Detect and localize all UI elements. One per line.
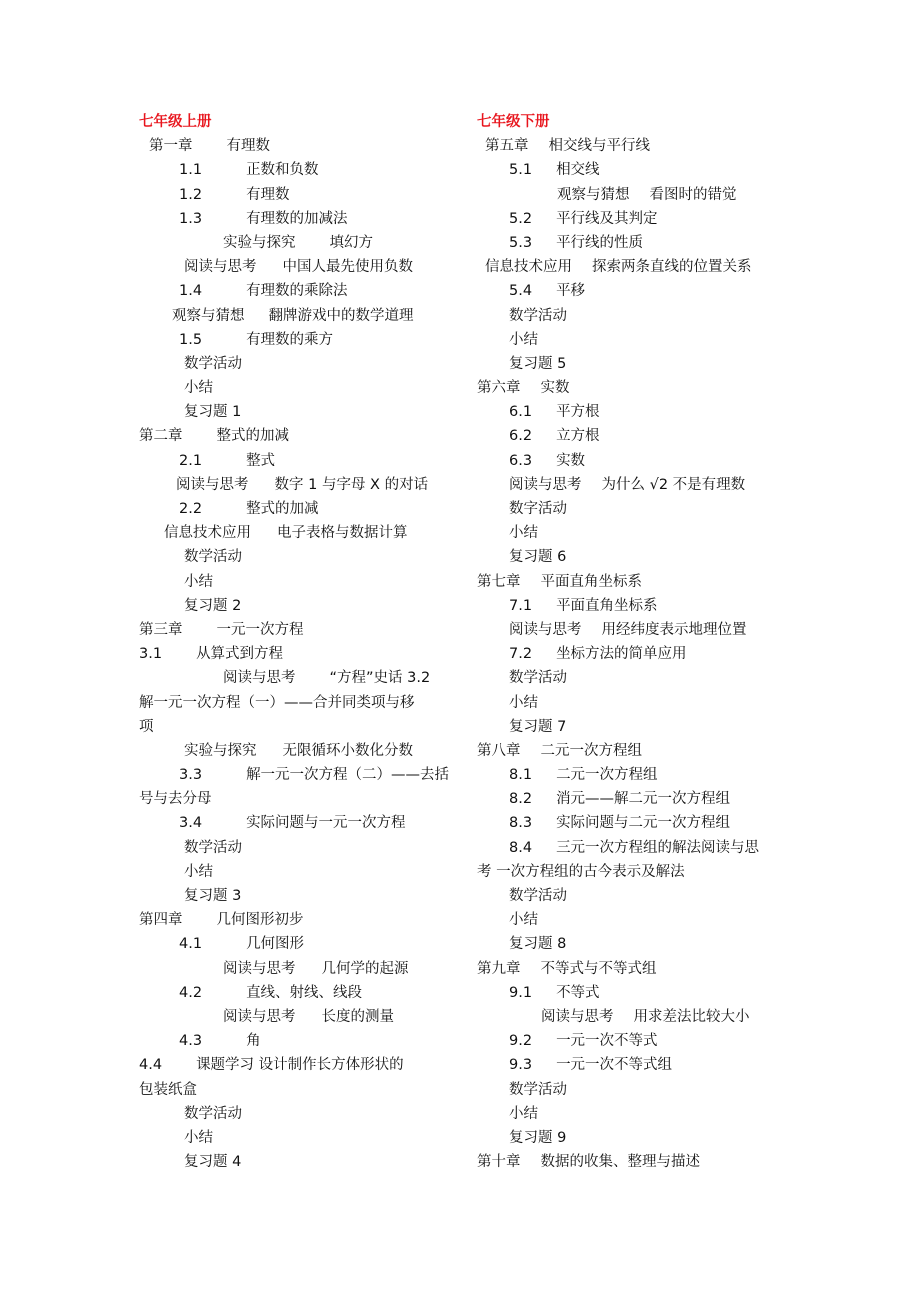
toc-line-number: 9.1	[509, 984, 533, 1001]
toc-line-number: 1.5	[179, 331, 203, 348]
toc-line	[139, 1102, 451, 1126]
toc-line	[139, 376, 451, 400]
toc-line-text: 相交线与平行线	[548, 138, 650, 155]
toc-line-text: 小结	[509, 525, 538, 542]
toc-line	[139, 1078, 451, 1102]
toc-line-text: 不等式	[556, 984, 600, 1001]
toc-line	[139, 1029, 451, 1053]
toc-line-number: 3.1	[139, 646, 163, 663]
toc-line	[139, 255, 451, 279]
toc-line-number: 9.3	[509, 1057, 533, 1074]
toc-line	[139, 642, 451, 666]
toc-line-number: 1.3	[179, 210, 203, 227]
toc-line	[477, 981, 787, 1005]
toc-line-text: 一元一次不等式组	[556, 1057, 673, 1074]
toc-line-text: 一元一次不等式	[556, 1033, 658, 1050]
toc-line-text: 数学活动	[184, 549, 242, 566]
toc-line	[139, 763, 451, 787]
toc-line-number: 第十章	[477, 1154, 521, 1171]
toc-line-text: 小结	[509, 331, 538, 348]
toc-line-text: 有理数的加减法	[246, 210, 348, 227]
toc-line	[139, 884, 451, 908]
toc-line-text: 平行线的性质	[556, 234, 644, 251]
toc-line	[477, 860, 787, 884]
toc-line-text: 翻牌游戏中的数学道理	[268, 307, 414, 324]
toc-line-text: 几何图形初步	[216, 912, 304, 929]
toc-line-number: 第六章	[477, 380, 521, 397]
toc-line-number: 实验与探究	[223, 234, 296, 251]
toc-line-number: 1.2	[179, 186, 203, 203]
toc-line	[477, 134, 787, 158]
toc-line-text: 复习题 7	[509, 718, 567, 735]
toc-line-text: 立方根	[556, 428, 600, 445]
toc-line	[477, 570, 787, 594]
toc-line	[139, 570, 451, 594]
toc-line	[139, 739, 451, 763]
toc-line-text: 小结	[184, 380, 213, 397]
toc-line-number: 1.1	[179, 162, 203, 179]
toc-line-number: 阅读与思考	[176, 476, 249, 493]
toc-line-text: 看图时的错觉	[649, 186, 737, 203]
toc-line-number: 第四章	[139, 912, 183, 929]
toc-line-text: 几何图形	[246, 936, 305, 953]
toc-line-text: 相交线	[556, 162, 600, 179]
toc-line-text: 数学活动	[184, 839, 242, 856]
toc-line	[477, 328, 787, 352]
toc-line-number: 阅读与思考	[223, 960, 296, 977]
toc-line	[477, 1126, 787, 1150]
toc-line	[139, 158, 451, 182]
toc-line-text: 数学活动	[509, 307, 567, 324]
toc-line	[139, 666, 451, 690]
toc-line-number: 实验与探究	[184, 742, 257, 759]
toc-line-text: 探索两条直线的位置关系	[592, 259, 752, 276]
toc-line	[477, 183, 787, 207]
toc-line-number: 6.1	[509, 404, 533, 421]
toc-line	[477, 642, 787, 666]
toc-line-text: 几何学的起源	[321, 960, 409, 977]
toc-line-text: 数学活动	[509, 670, 567, 687]
toc-line	[139, 449, 451, 473]
toc-line-text: 实数	[540, 380, 570, 397]
toc-line-text: 复习题 4	[184, 1154, 242, 1171]
toc-line	[477, 1005, 787, 1029]
toc-line-number: 5.3	[509, 234, 533, 251]
toc-line-number: 5.1	[509, 162, 533, 179]
toc-line	[477, 424, 787, 448]
toc-line	[139, 231, 451, 255]
right-toc-list	[477, 134, 787, 1174]
toc-line	[477, 932, 787, 956]
toc-line	[477, 231, 787, 255]
toc-line-number: 信息技术应用	[164, 525, 251, 542]
toc-line	[477, 957, 787, 981]
toc-line-text: “方程”史话 3.2	[329, 670, 431, 687]
toc-line-number: 9.2	[509, 1033, 533, 1050]
toc-line-text: 用经纬度表示地理位置	[601, 621, 747, 638]
toc-line	[477, 449, 787, 473]
toc-line-text: 复习题 2	[184, 597, 242, 614]
toc-line-number: 1.4	[179, 283, 203, 300]
right-column-toc	[477, 110, 787, 1174]
toc-line	[477, 1102, 787, 1126]
toc-line-text: 小结	[509, 1105, 538, 1122]
toc-line	[477, 666, 787, 690]
toc-line-number: 5.4	[509, 283, 533, 300]
toc-line-number: 8.4	[509, 839, 533, 856]
toc-line	[139, 473, 451, 497]
toc-line	[477, 352, 787, 376]
toc-line-text: 二元一次方程组	[556, 767, 658, 784]
toc-line-number: 4.1	[179, 936, 203, 953]
toc-line	[477, 207, 787, 231]
toc-line	[477, 279, 787, 303]
toc-line-number: 阅读与思考	[509, 476, 582, 493]
toc-line-text: 小结	[184, 1129, 213, 1146]
toc-line-text: 数字活动	[509, 501, 567, 517]
toc-line-text: 整式的加减	[216, 428, 289, 445]
toc-line-text: 中国人最先使用负数	[282, 259, 413, 276]
toc-line-number: 阅读与思考	[509, 621, 582, 638]
toc-line	[139, 134, 451, 158]
toc-line-number: 信息技术应用	[485, 259, 572, 276]
toc-line-number: 8.1	[509, 767, 533, 784]
toc-line-number: 阅读与思考	[184, 259, 257, 276]
toc-line-text: 平面直角坐标系	[540, 573, 642, 590]
toc-line-text: 电子表格与数据计算	[277, 525, 408, 542]
toc-line	[139, 618, 451, 642]
toc-line	[477, 473, 787, 497]
toc-line	[477, 884, 787, 908]
toc-line-number: 4.3	[179, 1033, 203, 1050]
toc-line	[477, 1053, 787, 1077]
toc-line-number: 第一章	[149, 138, 193, 155]
toc-line-number: 8.3	[509, 815, 533, 832]
toc-line-number: 阅读与思考	[223, 1008, 296, 1025]
toc-line	[477, 763, 787, 787]
toc-line-number: 2.2	[179, 501, 203, 517]
toc-line-text: 小结	[509, 912, 538, 929]
toc-line-text: 数字 1 与字母 X 的对话	[274, 476, 429, 493]
toc-line-text: 不等式与不等式组	[540, 960, 657, 977]
toc-line	[477, 908, 787, 932]
toc-line	[477, 715, 787, 739]
toc-line-text: 复习题 5	[509, 355, 567, 372]
toc-line-text: 解一元一次方程（二）——去括	[246, 767, 450, 784]
toc-line	[139, 1126, 451, 1150]
toc-line	[477, 1029, 787, 1053]
toc-line-number: 观察与猜想	[557, 186, 630, 203]
toc-line	[139, 352, 451, 376]
toc-line-text: 三元一次方程组的解法阅读与思	[556, 839, 760, 856]
toc-line-number: 5.2	[509, 210, 533, 227]
toc-line-text: 角	[246, 1033, 261, 1050]
toc-line-text: 数据的收集、整理与描述	[540, 1154, 700, 1171]
toc-line-number: 2.1	[179, 452, 203, 469]
toc-line	[477, 497, 787, 521]
toc-line	[477, 304, 787, 328]
toc-line-text: 为什么 √2 不是有理数	[601, 476, 746, 493]
toc-line	[139, 207, 451, 231]
toc-line-text: 二元一次方程组	[540, 742, 642, 759]
toc-line	[139, 400, 451, 424]
toc-line-number: 6.2	[509, 428, 533, 445]
toc-line-text: 实际问题与二元一次方程组	[556, 815, 731, 832]
toc-line-text: 有理数	[246, 186, 290, 203]
toc-line	[139, 836, 451, 860]
toc-line-number: 4.2	[179, 984, 203, 1001]
left-column-heading: 七年级上册	[139, 114, 212, 130]
toc-line	[139, 811, 451, 835]
toc-line	[139, 908, 451, 932]
toc-line-text: 复习题 3	[184, 888, 242, 904]
toc-line	[139, 497, 451, 521]
toc-line-text: 填幻方	[329, 234, 373, 251]
toc-line	[477, 594, 787, 618]
toc-line-number: 第七章	[477, 573, 521, 590]
toc-line-text: 一元一次方程	[216, 621, 304, 638]
toc-line	[139, 1053, 451, 1077]
toc-line-text: 号与去分母	[139, 791, 212, 808]
toc-line	[139, 304, 451, 328]
toc-line-number: 7.2	[509, 646, 533, 663]
toc-line-number: 4.4	[139, 1057, 163, 1074]
toc-line-text: 数学活动	[509, 1081, 567, 1098]
toc-line-number: 7.1	[509, 597, 533, 614]
toc-line	[139, 521, 451, 545]
right-column-heading: 七年级下册	[477, 114, 550, 130]
toc-line-text: 小结	[184, 573, 213, 590]
toc-line	[477, 811, 787, 835]
toc-line-text: 用求差法比较大小	[633, 1008, 750, 1025]
toc-line-number: 6.3	[509, 452, 533, 469]
toc-line-number: 3.4	[179, 815, 203, 832]
toc-line-text: 平移	[556, 283, 586, 300]
toc-line	[139, 279, 451, 303]
toc-line-text: 平方根	[556, 404, 600, 421]
toc-line	[477, 691, 787, 715]
toc-line	[139, 594, 451, 618]
toc-line-text: 解一元一次方程（一）——合并同类项与移	[139, 694, 415, 711]
toc-line-text: 实数	[556, 452, 586, 469]
toc-line	[477, 400, 787, 424]
toc-line-number: 第二章	[139, 428, 183, 445]
toc-line-text: 长度的测量	[321, 1008, 394, 1025]
toc-line	[139, 1150, 451, 1174]
toc-line-text: 有理数的乘方	[246, 331, 334, 348]
toc-line-text: 包装纸盒	[139, 1081, 197, 1098]
toc-line	[139, 1005, 451, 1029]
toc-line	[139, 957, 451, 981]
toc-line	[477, 521, 787, 545]
toc-line-text: 项	[139, 718, 154, 735]
toc-line-text: 消元——解二元一次方程组	[556, 791, 731, 808]
toc-line-number: 第三章	[139, 621, 183, 638]
toc-line-text: 数学活动	[184, 355, 242, 372]
toc-line	[477, 787, 787, 811]
toc-line-text: 正数和负数	[246, 162, 319, 179]
toc-line-text: 考 一次方程组的古今表示及解法	[477, 863, 685, 880]
toc-line	[477, 376, 787, 400]
toc-line	[139, 787, 451, 811]
toc-line	[477, 1150, 787, 1174]
toc-line-number: 第八章	[477, 742, 521, 759]
toc-line	[139, 691, 451, 715]
toc-line	[139, 328, 451, 352]
toc-line	[139, 981, 451, 1005]
toc-line-text: 有理数的乘除法	[246, 283, 348, 300]
toc-line-text: 整式的加减	[246, 501, 319, 517]
toc-line	[139, 183, 451, 207]
toc-line-text: 整式	[246, 452, 276, 469]
toc-line	[139, 715, 451, 739]
toc-line-number: 8.2	[509, 791, 533, 808]
toc-line	[139, 932, 451, 956]
toc-line-text: 小结	[184, 863, 213, 880]
toc-line	[139, 860, 451, 884]
toc-line	[139, 545, 451, 569]
toc-line-text: 坐标方法的简单应用	[556, 646, 687, 663]
toc-line-text: 数学活动	[509, 888, 567, 904]
toc-line-text: 无限循环小数化分数	[282, 742, 413, 759]
toc-line-text: 复习题 8	[509, 936, 567, 953]
toc-line-text: 小结	[509, 694, 538, 711]
toc-line	[477, 618, 787, 642]
toc-line-number: 阅读与思考	[541, 1008, 614, 1025]
toc-line-text: 课题学习 设计制作长方体形状的	[196, 1057, 404, 1074]
toc-line-number: 第五章	[485, 138, 529, 155]
toc-line-number: 第九章	[477, 960, 521, 977]
toc-line	[477, 158, 787, 182]
toc-line-number: 观察与猜想	[172, 307, 245, 324]
toc-line-number: 阅读与思考	[223, 670, 296, 687]
toc-line-text: 实际问题与一元一次方程	[246, 815, 406, 832]
toc-line-text: 平行线及其判定	[556, 210, 658, 227]
toc-line	[477, 1078, 787, 1102]
toc-line-text: 数学活动	[184, 1105, 242, 1122]
toc-line	[477, 255, 787, 279]
left-toc-list	[139, 134, 451, 1174]
toc-line-text: 平面直角坐标系	[556, 597, 658, 614]
toc-line	[139, 424, 451, 448]
toc-line	[477, 739, 787, 763]
toc-line-text: 复习题 6	[509, 549, 567, 566]
toc-line-number: 3.3	[179, 767, 203, 784]
toc-line-text: 有理数	[226, 138, 270, 155]
toc-line	[477, 836, 787, 860]
toc-line	[477, 545, 787, 569]
toc-line-text: 复习题 9	[509, 1129, 567, 1146]
toc-line-text: 从算式到方程	[196, 646, 284, 663]
left-column-toc	[139, 110, 451, 1174]
toc-line-text: 复习题 1	[184, 404, 242, 421]
toc-line-text: 直线、射线、线段	[246, 984, 363, 1001]
